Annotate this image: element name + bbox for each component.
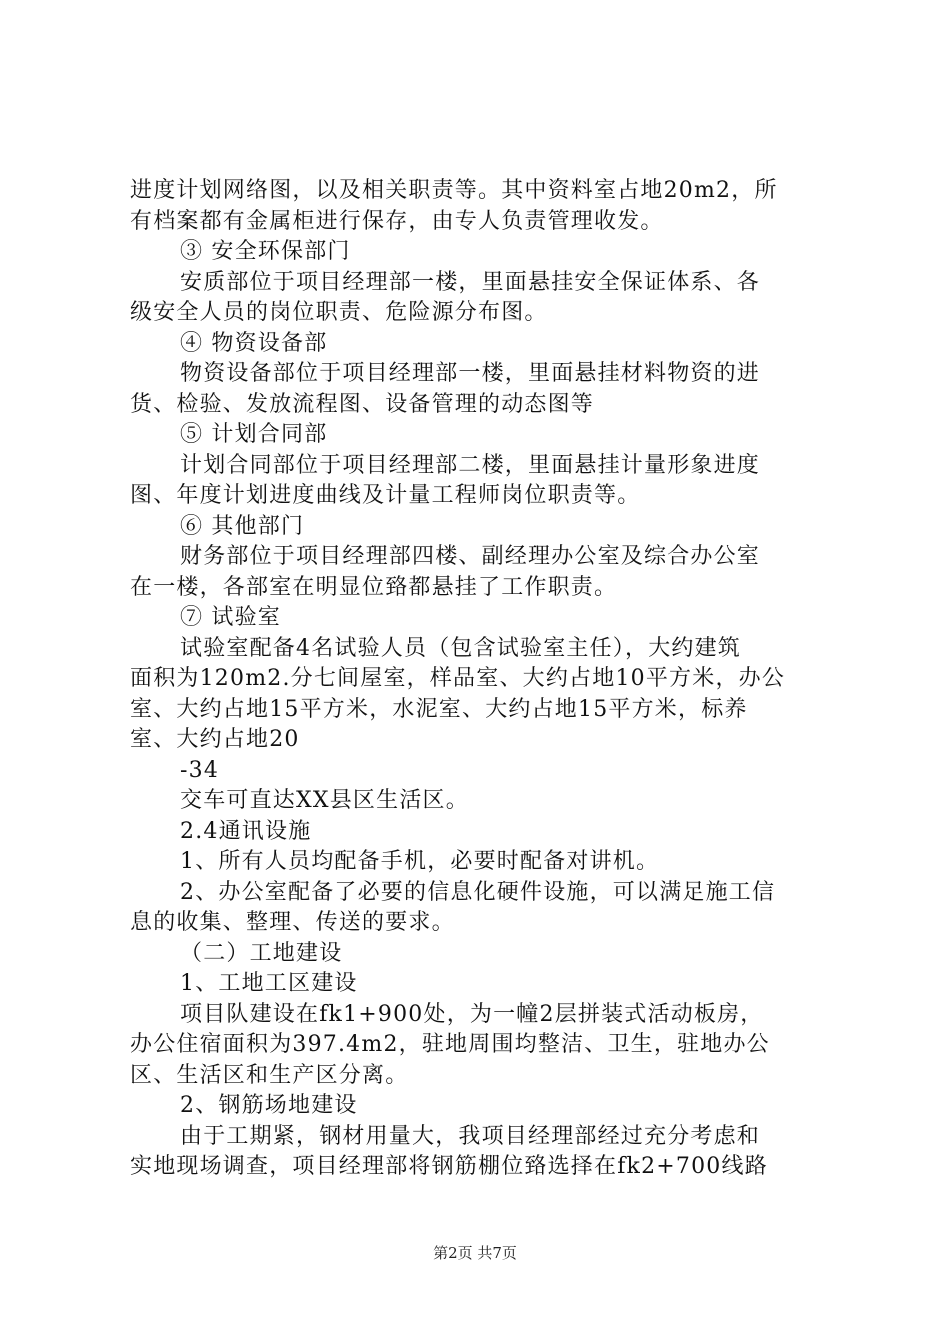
section-heading-other: ⑥ 其他部门 (180, 513, 305, 539)
text-line: 级安全人员的岗位职责、危险源分布图。 (130, 300, 548, 325)
text-line: 交车可直达XX县区生活区。 (180, 788, 469, 813)
document-body (130, 176, 832, 1183)
text-line: 面积为120m2.分七间屋室，样品室、大约占地10平方米，办公 (130, 666, 786, 691)
section-heading-communication: 2.4通讯设施 (180, 818, 312, 844)
section-heading-safety: ③ 安全环保部门 (180, 239, 351, 264)
text-line: 物资设备部位于项目经理部一楼，里面悬挂材料物资的进 (180, 361, 761, 386)
text-line: 2、办公室配备了必要的信息化硬件设施，可以满足施工信 (180, 879, 776, 905)
section-heading-contracts: ⑤ 计划合同部 (180, 422, 328, 447)
section-heading-rebar-yard: 2、钢筋场地建设 (180, 1093, 358, 1118)
text-line: 货、检验、发放流程图、设备管理的动态图等 (130, 391, 595, 417)
text-line: 试验室配备4名试验人员（包含试验室主任），大约建筑 (180, 635, 741, 661)
section-heading-materials: ④ 物资设备部 (180, 330, 328, 356)
text-line: 进度计划网络图，以及相关职责等。其中资料室占地20m2，所 (130, 178, 778, 203)
text-line: 有档案都有金属柜进行保存，由专人负责管理收发。 (130, 208, 664, 234)
text-line: 室、大约占地20 (130, 727, 300, 752)
text-line: 办公住宿面积为397.4m2，驻地周围均整洁、卫生，驻地办公 (130, 1032, 770, 1057)
section-heading-work-area: 1、工地工区建设 (180, 971, 358, 996)
section-heading-site-construction: （二）工地建设 (180, 940, 343, 966)
text-line: 区、生活区和生产区分离。 (130, 1062, 409, 1088)
section-heading-lab: ⑦ 试验室 (180, 605, 281, 630)
text-line: 息的收集、整理、传送的要求。 (130, 910, 455, 935)
text-line: 图、年度计划进度曲线及计量工程师岗位职责等。 (130, 483, 641, 508)
text-line: 1、所有人员均配备手机，必要时配备对讲机。 (180, 849, 660, 874)
page-number-footer: 第2页 共7页 (433, 1244, 517, 1262)
text-line: -34 (180, 757, 220, 783)
text-line: 项目队建设在fk1+900处，为一幢2层拼装式活动板房， (180, 1001, 764, 1027)
text-line: 安质部位于项目经理部一楼，里面悬挂安全保证体系、各 (180, 269, 761, 295)
text-line: 计划合同部位于项目经理部二楼，里面悬挂计量形象进度 (180, 452, 761, 478)
text-line: 由于工期紧，钢材用量大，我项目经理部经过充分考虑和 (180, 1123, 761, 1149)
text-line: 实地现场调查，项目经理部将钢筋棚位臵选择在fk2+700线路 (130, 1154, 768, 1179)
text-line: 在一楼，各部室在明显位臵都悬挂了工作职责。 (130, 574, 618, 600)
text-line: 财务部位于项目经理部四楼、副经理办公室及综合办公室 (180, 544, 761, 569)
text-line: 室、大约占地15平方米，水泥室、大约占地15平方米，标养 (130, 696, 748, 722)
